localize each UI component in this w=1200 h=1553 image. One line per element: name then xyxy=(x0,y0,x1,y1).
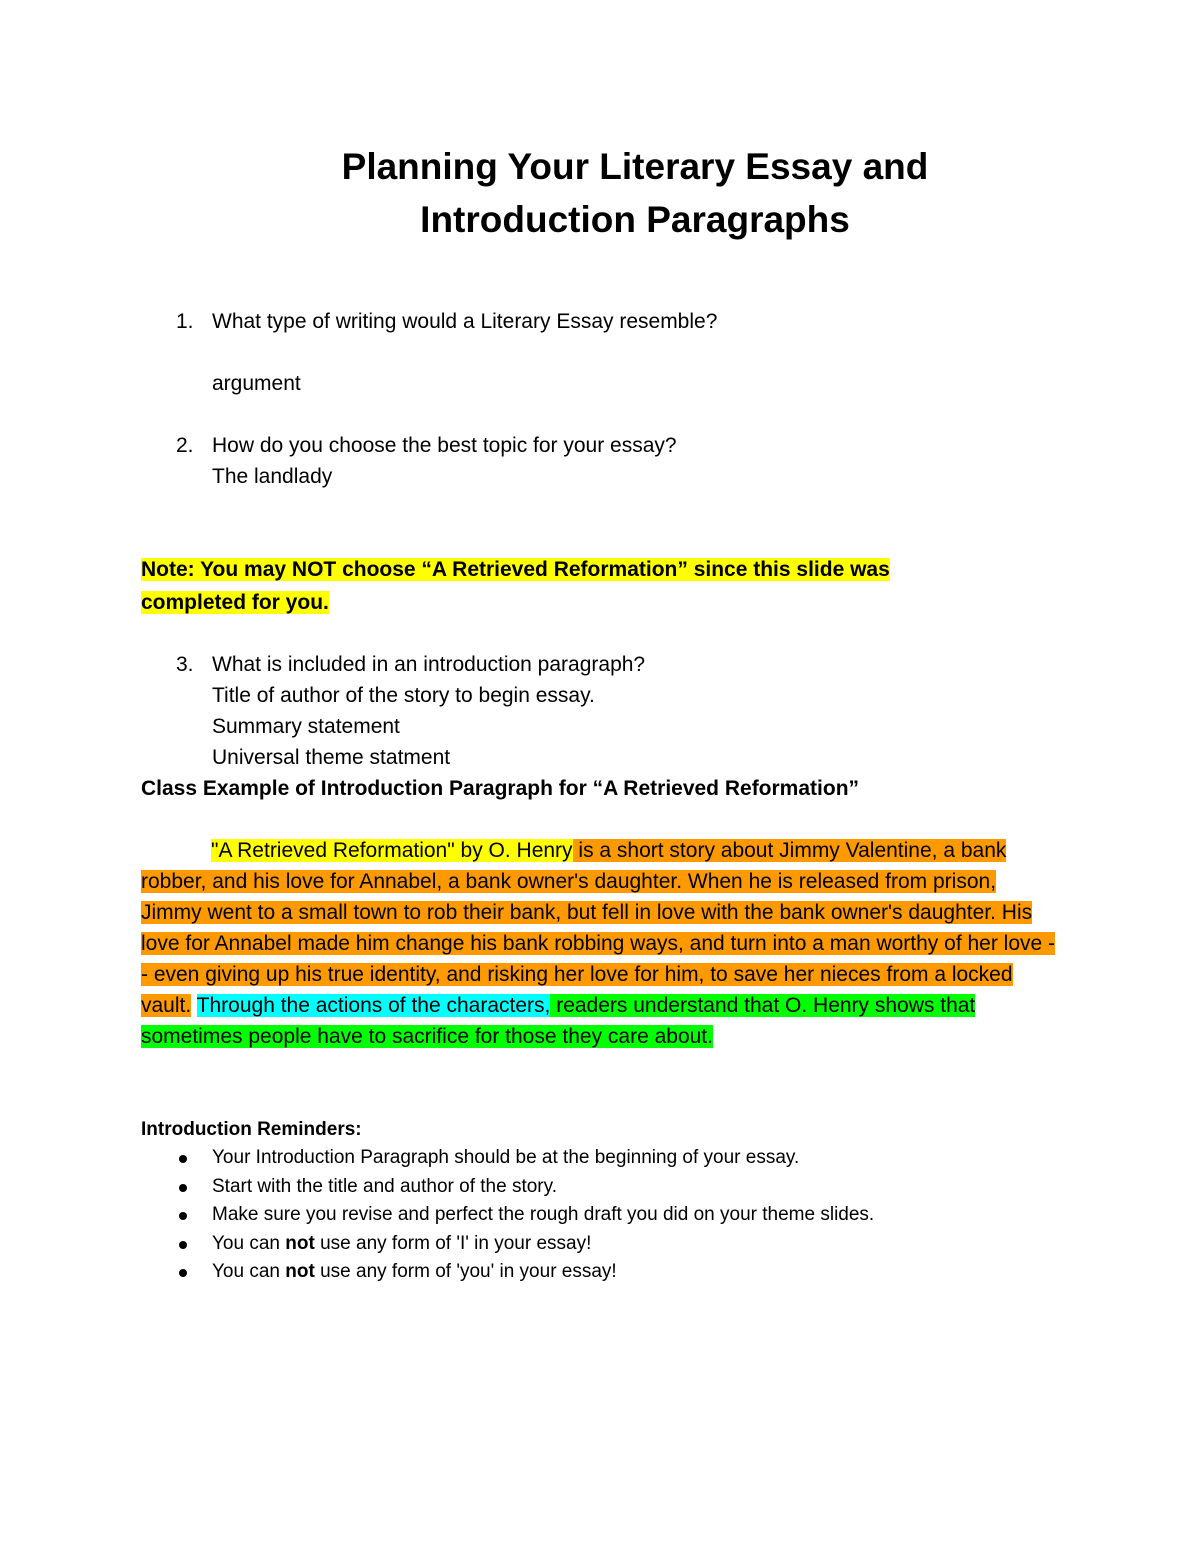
list-item: You can not use any form of 'I' in your essay! xyxy=(141,1230,874,1259)
bullet-icon xyxy=(179,1155,187,1163)
class-example-heading: Class Example of Introduction Paragraph for “A Retrieved Reformation” xyxy=(141,777,860,800)
note-line-1: Note: You may NOT choose “A Retrieved Reformation” since this slide was xyxy=(141,558,890,581)
document-title xyxy=(0,140,1200,246)
list-item: You can not use any form of 'you' in your essay! xyxy=(141,1258,874,1287)
answer-text: Summary statement xyxy=(212,715,400,738)
title-line-2: Introduction Paragraphs xyxy=(420,199,850,240)
question-text: What is included in an introduction paragraph? xyxy=(212,653,646,676)
answer-text: argument xyxy=(212,372,301,395)
question-number: 1. xyxy=(176,310,194,333)
question-number: 3. xyxy=(176,653,194,676)
transition-highlight: Through the actions of the characters, xyxy=(196,994,551,1017)
title-line-1: Planning Your Literary Essay and xyxy=(341,146,929,187)
bullet-icon xyxy=(179,1241,187,1249)
title-author-highlight: "A Retrieved Reformation" by O. Henry xyxy=(211,839,573,862)
bullet-icon xyxy=(179,1212,187,1220)
example-paragraph xyxy=(141,835,1061,1052)
list-item: Start with the title and author of the story. xyxy=(141,1173,874,1202)
note-line-2: completed for you. xyxy=(141,591,329,614)
bullet-icon xyxy=(179,1269,187,1277)
question-text: What type of writing would a Literary Essay resemble? xyxy=(212,310,718,333)
theme-highlight: readers understand that O. Henry shows that sometimes people have to sacrifice for those they care about. xyxy=(141,994,976,1048)
list-item: Make sure you revise and perfect the rough draft you did on your theme slides. xyxy=(141,1201,874,1230)
reminders-list xyxy=(141,1144,874,1287)
list-item: Your Introduction Paragraph should be at the beginning of your essay. xyxy=(141,1144,874,1173)
question-text: How do you choose the best topic for your essay? xyxy=(212,434,677,457)
bullet-icon xyxy=(179,1184,187,1192)
reminders-title: Introduction Reminders: xyxy=(141,1119,362,1140)
answer-text: Title of author of the story to begin essay. xyxy=(212,684,595,707)
question-number: 2. xyxy=(176,434,194,457)
summary-highlight: is a short story about Jimmy Valentine, a bank robber, and his love for Annabel, a bank owner's daughter. When he is released from prison, Jimmy went to a small town to rob their bank, but fell in love with the bank owner's daughter. His love for Annabel made him change his bank robbing ways, and turn into a man worthy of her love -- even giving up his true identity, and risking her love for him, to save her nieces from a locked vault. xyxy=(141,839,1056,1017)
answer-text: The landlady xyxy=(212,465,333,488)
answer-text: Universal theme statment xyxy=(212,746,451,769)
note-callout xyxy=(141,553,1011,619)
